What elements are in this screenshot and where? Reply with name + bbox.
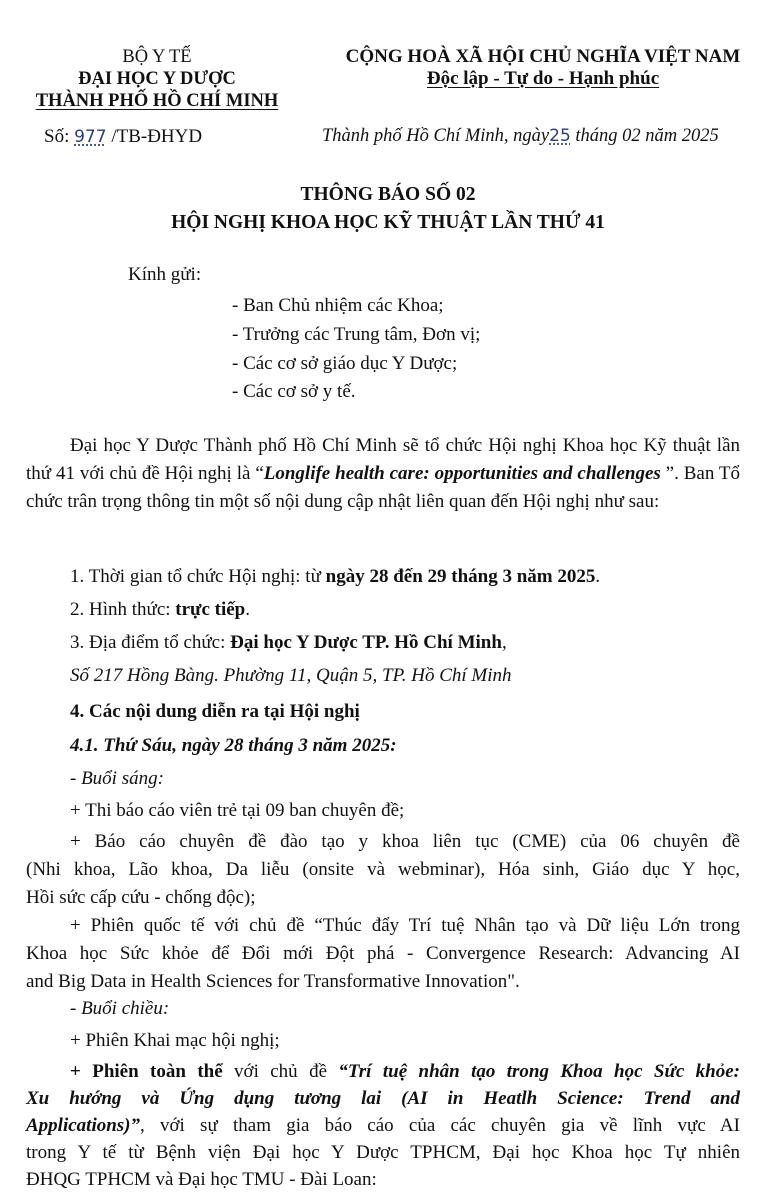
item-venue: 3. Địa điểm tổ chức: Đại học Y Dược TP. Hồ Chí Minh, [70, 632, 507, 653]
item-contents: 4. Các nội dung diễn ra tại Hội nghị [70, 701, 360, 722]
recipients-label: Kính gửi: [128, 264, 202, 285]
university-name: ĐẠI HỌC Y DƯỢC [78, 69, 236, 89]
intro-paragraph: Đại học Y Dược Thành phố Hồ Chí Minh sẽ tổ chức Hội nghị Khoa học Kỹ thuật lần thứ 41 với chủ đề Hội nghị là “Longlife health care: opportunities and challenges ”. Ban Tổ chức trân trọng thông tin một số nội dung cập nhật liên quan đến Hội nghị như sau: [26, 435, 740, 512]
university-city: THÀNH PHỐ HỒ CHÍ MINH [35, 91, 279, 111]
morning-label: - Buổi sáng: [70, 768, 164, 789]
republic-name: CỘNG HOÀ XÃ HỘI CHỦ NGHĨA VIỆT NAM [345, 46, 741, 67]
item-format: 2. Hình thức: trực tiếp. [70, 599, 250, 620]
issue-date-day: 25 [549, 126, 571, 146]
recipient-item: - Các cơ sở giáo dục Y Dược; [232, 353, 458, 374]
issuer-block [12, 46, 302, 112]
conference-theme: Longlife health care: opportunities and challenges [263, 463, 661, 484]
national-header [318, 46, 768, 90]
recipient-item: - Trưởng các Trung tâm, Đơn vị; [232, 324, 481, 345]
venue-address: Số 217 Hồng Bàng. Phường 11, Quận 5, TP. Hồ Chí Minh [70, 665, 512, 686]
notice-title: THÔNG BÁO SỐ 02 [300, 184, 476, 205]
recipient-item: - Các cơ sở y tế. [232, 381, 356, 402]
afternoon-label: - Buổi chiều: [70, 998, 170, 1019]
section-4-1-heading: 4.1. Thứ Sáu, ngày 28 tháng 3 năm 2025: [70, 735, 397, 756]
issue-date: Thành phố Hồ Chí Minh, ngày25 tháng 02 năm 2025 [322, 126, 719, 146]
national-motto: Độc lập - Tự do - Hạnh phúc [426, 68, 660, 89]
item-time: 1. Thời gian tổ chức Hội nghị: từ ngày 28 đến 29 tháng 3 năm 2025. [70, 566, 601, 587]
ministry-name: BỘ Y TẾ [122, 47, 192, 67]
document-number-value: 977 [74, 127, 107, 147]
plenary-session-item: + Phiên toàn thể với chủ đề “Trí tuệ nhân tạo trong Khoa học Sức khỏe: Xu hướng và Ứng dụng tương lai (AI in Heatlh Science: Trend and Applications)”, với sự tham gia báo cáo của các chuyên gia về lĩnh vực AI trong Y tế từ Bệnh viện Đại học Y Dược TPHCM, Đại học Khoa học Tự nhiên ĐHQG TPHCM và Đại học TMU - Đài Loan: [26, 1061, 740, 1190]
morning-international-item: + Phiên quốc tế với chủ đề “Thúc đẩy Trí tuệ Nhân tạo và Dữ liệu Lớn trong Khoa học Sức khỏe để Đổi mới Đột phá - Convergence Research: Advancing AI and Big Data in Health Sciences for Transformative Innovation". [26, 915, 740, 992]
morning-cme-item: + Báo cáo chuyên đề đào tạo y khoa liên tục (CME) của 06 chuyên đề (Nhi khoa, Lão khoa, Da liễu (onsite và webminar), Hóa sinh, Giáo dục Y học, Hồi sức cấp cứu - chống độc); [26, 831, 740, 908]
recipient-item: - Ban Chủ nhiệm các Khoa; [232, 295, 444, 316]
morning-item: + Thi báo cáo viên trẻ tại 09 ban chuyên đề; [70, 800, 405, 821]
document-number: Số: 977 /TB-ĐHYD [44, 126, 203, 147]
afternoon-item: + Phiên Khai mạc hội nghị; [70, 1030, 280, 1051]
conference-title: HỘI NGHỊ KHOA HỌC KỸ THUẬT LẦN THỨ 41 [171, 212, 605, 233]
